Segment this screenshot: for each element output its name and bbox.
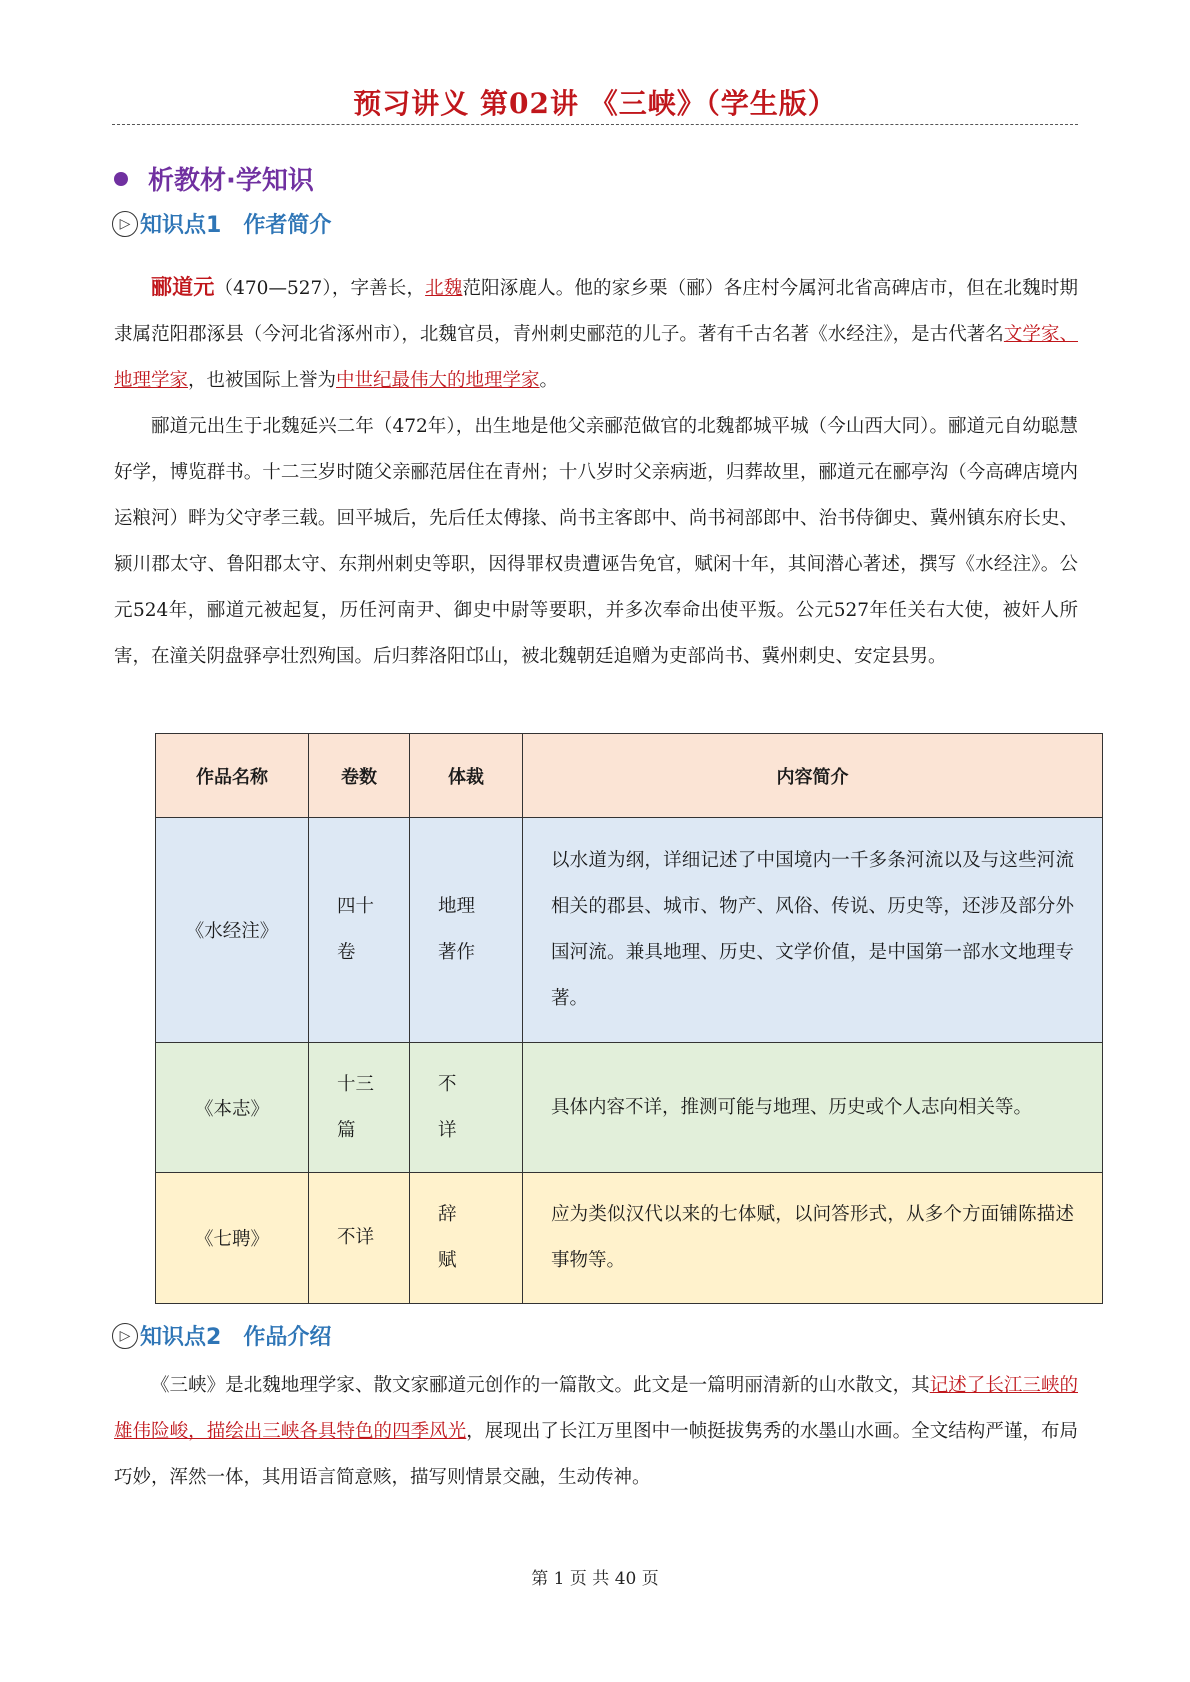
highlight-dynasty: 北魏: [425, 278, 463, 299]
kp1-label: 知识点1: [140, 213, 222, 238]
works-table: [155, 733, 1103, 1304]
author-paragraph-2: 郦道元出生于北魏延兴二年（472年），出生地是他父亲郦范做官的北魏都城平城（今山西大同）。郦道元自幼聪慧好学，博览群书。十二三岁时随父亲郦范居住在青州；十八岁时父亲病逝，归葬故里，郦道元在郦亭沟（今高碑店境内运粮河）畔为父守孝三载。回平城后，先后任太傅掾、尚书主客郎中、尚书祠部郎中、治书侍御史、冀州镇东府长史、颍川郡太守、鲁阳郡太守、东荆州刺史等职，因得罪权贵遭诬告免官，赋闲十年，其间潜心著述，撰写《水经注》。公元524年，郦道元被起复，历任河南尹、御史中尉等要职，并多次奉命出使平叛。公元527年任关右大使，被奸人所害，在潼关阴盘驿亭壮烈殉国。后归葬洛阳邙山，被北魏朝廷追赠为吏部尚书、冀州刺史、安定县男。: [114, 416, 1078, 667]
knowledge-point-1-heading: [112, 208, 331, 239]
work-summary: 以水道为纲，详细记述了中国境内一千多条河流以及与这些河流相关的郡县、城市、物产、风俗、传说、历史等，还涉及部分外国河流。兼具地理、历史、文学价值，是中国第一部水文地理专著。: [523, 818, 1103, 1043]
kp2-title: 作品介绍: [243, 1325, 332, 1350]
bullet-icon: [114, 172, 128, 186]
knowledge-point-2-heading: [112, 1320, 331, 1351]
author-paragraph-1: 郦道元（470—527），字善长，北魏范阳涿鹿人。他的家乡栗（郦）各庄村今属河北省高碑店市，但在北魏时期隶属范阳郡涿县（今河北省涿州市），北魏官员，青州刺史郦范的儿子。著有千古名著《水经注》，是古代著名文学家、地理学家，也被国际上誉为中世纪最伟大的地理学家。: [114, 274, 1079, 391]
work-summary: 应为类似汉代以来的七体赋，以问答形式，从多个方面铺陈描述事物等。: [523, 1173, 1103, 1304]
table-row: [156, 1173, 1103, 1304]
kp1-title: 作者简介: [243, 213, 332, 238]
table-header: 内容简介: [523, 734, 1103, 818]
section-heading: [114, 160, 314, 197]
work-volumes: 十三篇: [309, 1043, 410, 1173]
table-row: [156, 1043, 1103, 1173]
work-genre: 地理著作: [410, 818, 523, 1043]
work-name: 《七聘》: [156, 1173, 309, 1304]
work-name: 《本志》: [156, 1043, 309, 1173]
highlight-summary: 记述了长江三峡的雄伟险峻，描绘出三峡各具特色的四季风光: [114, 1375, 1078, 1442]
kp2-label: 知识点2: [140, 1325, 222, 1350]
table-header: 卷数: [309, 734, 410, 818]
work-intro: [114, 1363, 1078, 1501]
table-header: 体裁: [410, 734, 523, 818]
work-volumes: 四十卷: [309, 818, 410, 1043]
circle-arrow-icon: ▷: [112, 1323, 138, 1349]
page-title: 预习讲义 第02讲 《三峡》（学生版）: [353, 87, 837, 120]
highlight-titles: 文学家、地理学家: [114, 324, 1078, 391]
header-divider: [112, 124, 1078, 125]
table-row: [156, 818, 1103, 1043]
page-number: 第 1 页 共 40 页: [531, 1569, 659, 1589]
work-volumes: 不详: [309, 1173, 410, 1304]
author-name: 郦道元: [151, 274, 215, 299]
table-header-row: [156, 734, 1103, 818]
table-header: 作品名称: [156, 734, 309, 818]
work-name: 《水经注》: [156, 818, 309, 1043]
work-summary: 具体内容不详，推测可能与地理、历史或个人志向相关等。: [523, 1043, 1103, 1173]
work-genre: 不详: [410, 1043, 523, 1173]
circle-arrow-icon: ▷: [112, 211, 138, 237]
section-title: 析教材·学知识: [148, 166, 314, 196]
author-intro: [114, 264, 1078, 680]
work-genre: 辞赋: [410, 1173, 523, 1304]
highlight-honor: 中世纪最伟大的地理学家: [336, 370, 540, 391]
work-intro-paragraph: 《三峡》是北魏地理学家、散文家郦道元创作的一篇散文。此文是一篇明丽清新的山水散文，其记述了长江三峡的雄伟险峻，描绘出三峡各具特色的四季风光，展现出了长江万里图中一帧挺拔隽秀的水墨山水画。全文结构严谨，布局巧妙，浑然一体，其用语言简意赅，描写则情景交融，生动传神。: [114, 1375, 1078, 1488]
